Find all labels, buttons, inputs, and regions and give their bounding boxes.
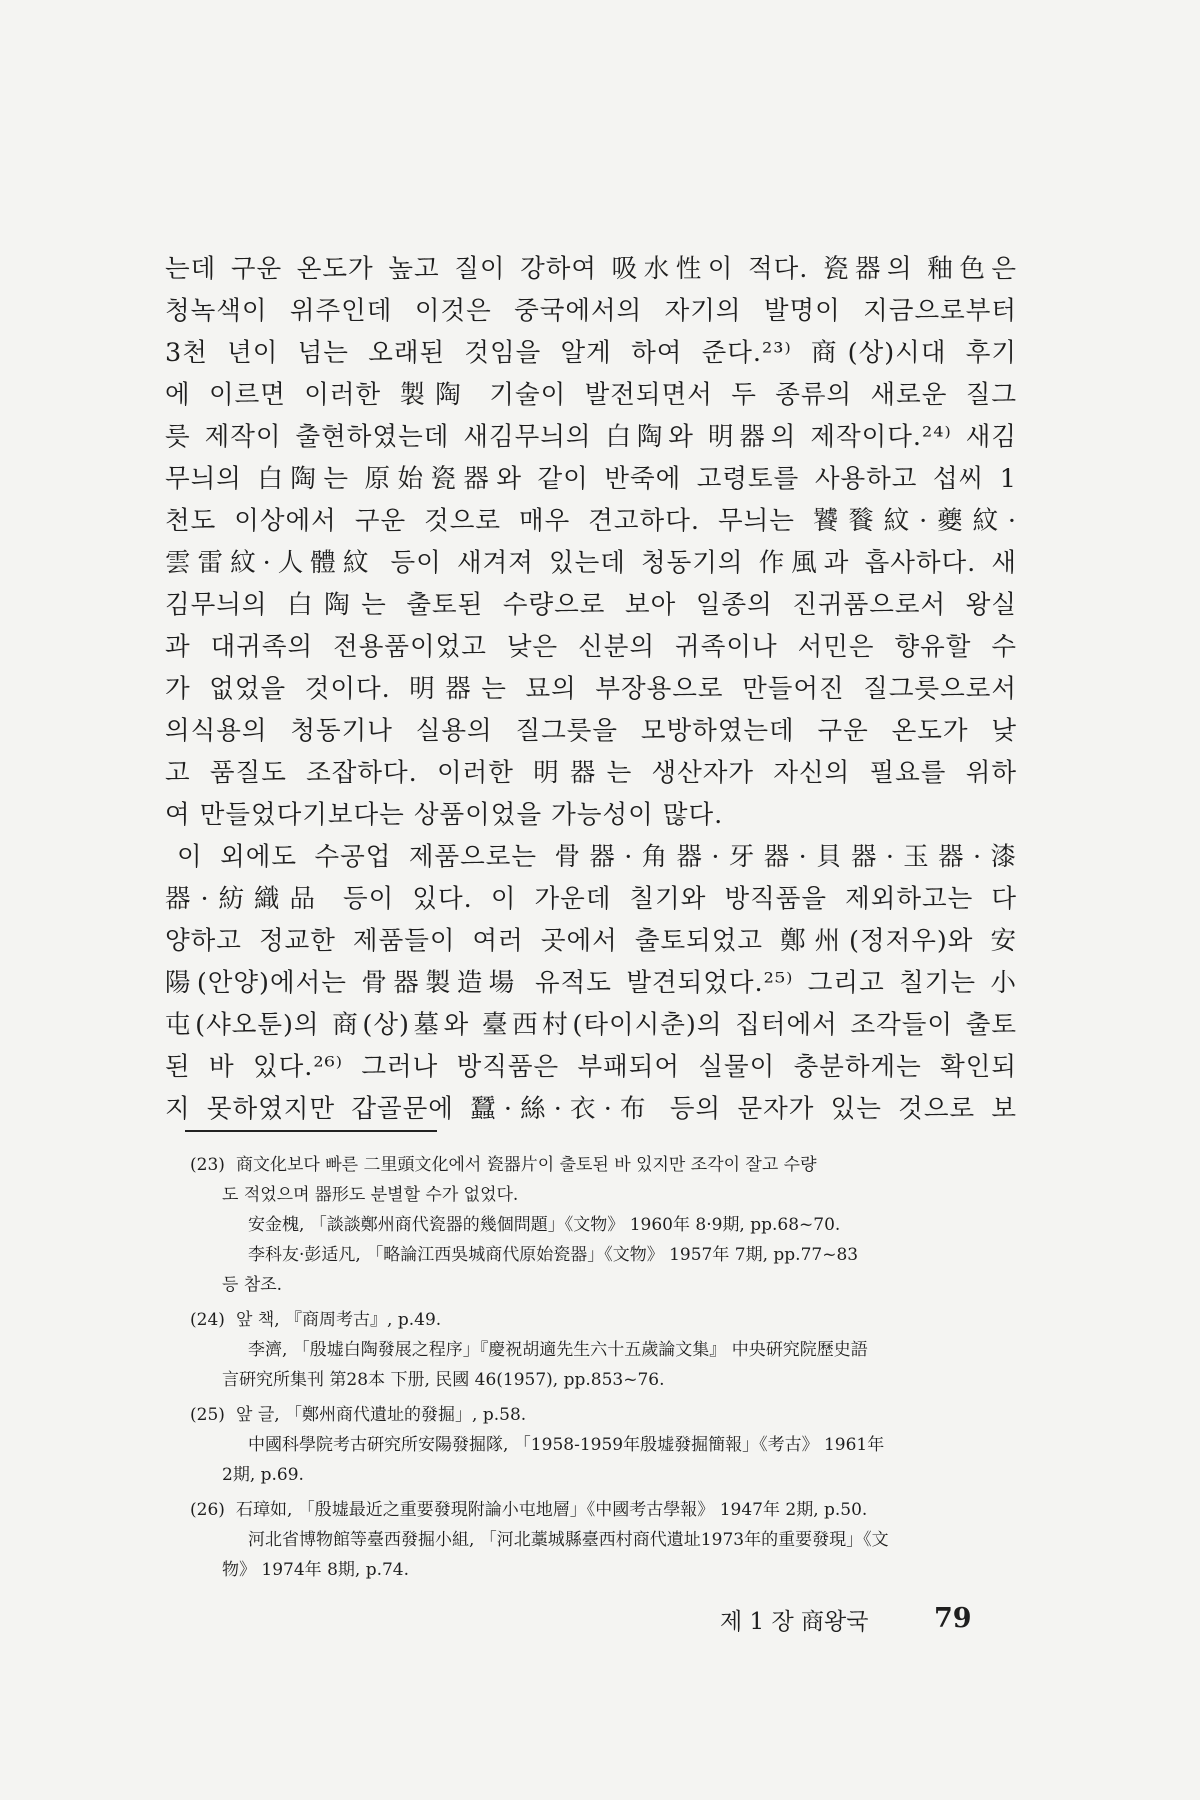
running-footer: 제 1 장 商왕국 — [720, 1609, 869, 1635]
body-line: 여 만들었다기보다는 상품이었을 가능성이 많다. — [165, 800, 724, 830]
footnote-text: 앞 글, 「鄭州商代遺址的發掘」, p.58. — [236, 1405, 527, 1425]
footnote-marker: (25) — [190, 1405, 225, 1425]
body-line: 屯(샤오툰)의 商(상)墓와 臺西村(타이시춘)의 집터에서 조각들이 출토 — [165, 1010, 1017, 1040]
body-line: 이 외에도 수공업 제품으로는 骨器·角器·牙器·貝器·玉器·漆 — [177, 842, 1017, 872]
footnote-25-line — [190, 1400, 1020, 1430]
body-line: 릇 제작이 출현하였는데 새김무늬의 白陶와 明器의 제작이다.²⁴⁾ 새김 — [165, 422, 1017, 452]
body-line: 에 이르면 이러한 製陶 기술이 발전되면서 두 종류의 새로운 질그 — [165, 380, 1017, 410]
footnote-24-line — [190, 1305, 1020, 1335]
body-line: 3천 년이 넘는 오래된 것임을 알게 하여 준다.²³⁾ 商(상)시대 후기 — [165, 338, 1017, 368]
body-line: 陽(안양)에서는 骨器製造場 유적도 발견되었다.²⁵⁾ 그리고 칠기는 小 — [165, 968, 1017, 998]
body-line: 가 없었을 것이다. 明器는 묘의 부장용으로 만들어진 질그릇으로서 — [165, 674, 1017, 704]
footnote-23-line: 安金槐, 「談談鄭州商代瓷器的幾個問題」《文物》 1960年 8·9期, pp.68~70. — [248, 1215, 841, 1235]
footnote-marker: (26) — [190, 1500, 225, 1520]
body-text — [165, 248, 1017, 1130]
body-line: 청녹색이 위주인데 이것은 중국에서의 자기의 발명이 지금으로부터 — [165, 296, 1017, 326]
body-line: 천도 이상에서 구운 것으로 매우 견고하다. 무늬는 饕餮紋·夔紋· — [165, 506, 1017, 536]
body-line: 지 못하였지만 갑골문에 蠶·絲·衣·布 등의 문자가 있는 것으로 보 — [165, 1094, 1017, 1124]
footnote-23-line: 李科友·彭适凡, 「略論江西吳城商代原始瓷器」《文物》 1957年 7期, pp.77~83 — [248, 1245, 859, 1265]
footnote-23-line — [190, 1150, 1020, 1180]
footnote-text: 商文化보다 빠른 二里頭文化에서 瓷器片이 출토된 바 있지만 조각이 잘고 수량 — [236, 1155, 817, 1175]
body-line: 는데 구운 온도가 높고 질이 강하여 吸水性이 적다. 瓷器의 釉色은 — [165, 254, 1017, 284]
footnote-24-line: 言硏究所集刊 第28本 下册, 民國 46(1957), pp.853~76. — [222, 1370, 665, 1390]
footnotes — [190, 1150, 1020, 1585]
footnote-text: 石璋如, 「殷墟最近之重要發現附論小屯地層」《中國考古學報》 1947年 2期, p.50. — [236, 1500, 868, 1520]
body-line: 고 품질도 조잡하다. 이러한 明器는 생산자가 자신의 필요를 위하 — [165, 758, 1017, 788]
footnote-26-line — [190, 1495, 1020, 1525]
footnote-25-line: 2期, p.69. — [222, 1465, 304, 1485]
footnote-23-line: 등 참조. — [222, 1275, 283, 1295]
body-line: 雲雷紋·人體紋 등이 새겨져 있는데 청동기의 作風과 흡사하다. 새 — [165, 548, 1017, 578]
body-line: 무늬의 白陶는 原始瓷器와 같이 반죽에 고령토를 사용하고 섭씨 1 — [165, 464, 1017, 494]
body-line: 된 바 있다.²⁶⁾ 그러나 방직품은 부패되어 실물이 충분하게는 확인되 — [165, 1052, 1017, 1082]
footnote-26-line: 物》 1974年 8期, p.74. — [222, 1560, 410, 1580]
footnote-24-line: 李濟, 「殷墟白陶發展之程序」『慶祝胡適先生六十五歲論文集』 中央硏究院歷史語 — [248, 1340, 868, 1360]
footnote-marker: (24) — [190, 1310, 225, 1330]
footnote-25-line: 中國科學院考古硏究所安陽發掘隊, 「1958-1959年殷墟發掘簡報」《考古》 1961年 — [248, 1435, 885, 1455]
footnote-divider — [185, 1130, 437, 1132]
body-line: 김무늬의 白陶는 출토된 수량으로 보아 일종의 진귀품으로서 왕실 — [165, 590, 1017, 620]
body-line: 과 대귀족의 전용품이었고 낮은 신분의 귀족이나 서민은 향유할 수 — [165, 632, 1017, 662]
footnote-text: 앞 책, 『商周考古』, p.49. — [236, 1310, 442, 1330]
body-line: 의식용의 청동기나 실용의 질그릇을 모방하였는데 구운 온도가 낮 — [165, 716, 1017, 746]
body-line: 양하고 정교한 제품들이 여러 곳에서 출토되었고 鄭州(정저우)와 安 — [165, 926, 1017, 956]
footnote-marker: (23) — [190, 1155, 225, 1175]
page-number: 79 — [934, 1603, 972, 1634]
body-line: 器·紡織品 등이 있다. 이 가운데 칠기와 방직품을 제외하고는 다 — [165, 884, 1017, 914]
footnote-23-line: 도 적었으며 器形도 분별할 수가 없었다. — [222, 1185, 519, 1205]
footnote-26-line: 河北省博物館等臺西發掘小組, 「河北藁城縣臺西村商代遺址1973年的重要發現」《文 — [248, 1530, 889, 1550]
